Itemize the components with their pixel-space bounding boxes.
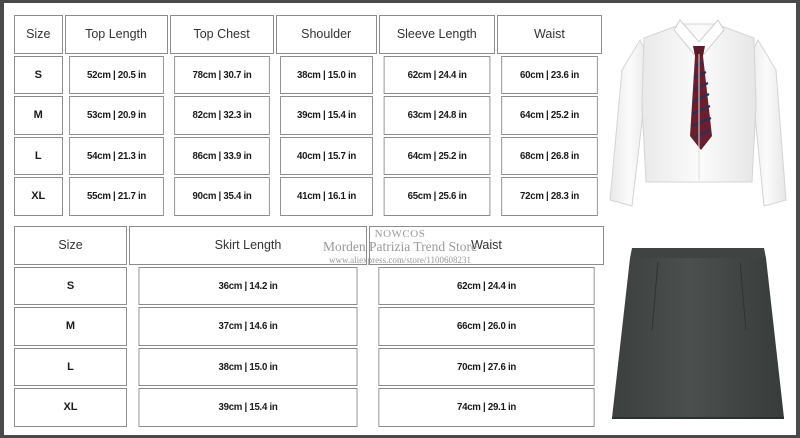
table-header-row (14, 226, 604, 265)
cell-sleeve-length: 62cm | 24.4 in (383, 56, 490, 95)
cell-sleeve-length: 65cm | 25.6 in (383, 177, 490, 216)
shirt-with-tie-image (604, 10, 794, 216)
header-skirt-length: Skirt Length (129, 226, 367, 265)
header-top-chest: Top Chest (170, 15, 274, 54)
table-row (14, 137, 602, 176)
cell-top-length: 52cm | 20.5 in (69, 56, 164, 95)
table-row (14, 348, 604, 387)
cell-shoulder: 38cm | 15.0 in (280, 56, 373, 95)
cell-top-length: 55cm | 21.7 in (69, 177, 164, 216)
size-label: S (14, 56, 63, 95)
header-top-length: Top Length (65, 15, 168, 54)
cell-top-chest: 90cm | 35.4 in (174, 177, 270, 216)
watermark-brand: NOWCOS (374, 228, 426, 240)
bottom-size-table (12, 224, 606, 429)
cell-top-chest: 82cm | 32.3 in (174, 96, 270, 135)
header-sleeve-length: Sleeve Length (379, 15, 495, 54)
cell-waist: 68cm | 26.8 in (501, 137, 598, 176)
cell-top-length: 53cm | 20.9 in (69, 96, 164, 135)
table-row (14, 388, 604, 427)
table-row (14, 96, 602, 135)
cell-waist: 70cm | 27.6 in (378, 348, 594, 387)
size-label: L (14, 348, 127, 387)
cell-waist: 66cm | 26.0 in (378, 307, 594, 346)
header-size: Size (14, 15, 63, 54)
cell-shoulder: 40cm | 15.7 in (280, 137, 373, 176)
table-row (14, 307, 604, 346)
size-label: S (14, 267, 127, 306)
size-label: XL (14, 388, 127, 427)
skirt-image (608, 240, 794, 426)
cell-sleeve-length: 63cm | 24.8 in (383, 96, 490, 135)
size-label: M (14, 307, 127, 346)
cell-waist: 64cm | 25.2 in (501, 96, 598, 135)
table-row (14, 267, 604, 306)
table-row (14, 177, 602, 216)
cell-skirt-length: 36cm | 14.2 in (139, 267, 358, 306)
cell-top-chest: 78cm | 30.7 in (174, 56, 270, 95)
size-label: XL (14, 177, 63, 216)
cell-sleeve-length: 64cm | 25.2 in (383, 137, 490, 176)
cell-top-length: 54cm | 21.3 in (69, 137, 164, 176)
watermark-store: Morden Patrizia Trend Store (322, 239, 478, 254)
watermark-url: www.aliexpress.com/store/1100608231 (328, 255, 472, 265)
cell-shoulder: 39cm | 15.4 in (280, 96, 373, 135)
table-header-row (14, 15, 602, 54)
header-size: Size (14, 226, 127, 265)
cell-waist: 72cm | 28.3 in (501, 177, 598, 216)
table-row (14, 56, 602, 95)
cell-skirt-length: 37cm | 14.6 in (139, 307, 358, 346)
cell-shoulder: 41cm | 16.1 in (280, 177, 373, 216)
header-waist: Waist (497, 15, 602, 54)
header-shoulder: Shoulder (276, 15, 377, 54)
cell-skirt-length: 38cm | 15.0 in (139, 348, 358, 387)
cell-top-chest: 86cm | 33.9 in (174, 137, 270, 176)
header-waist: Waist (369, 226, 604, 265)
cell-waist: 60cm | 23.6 in (501, 56, 598, 95)
cell-waist: 74cm | 29.1 in (378, 388, 594, 427)
size-label: M (14, 96, 63, 135)
cell-waist: 62cm | 24.4 in (378, 267, 594, 306)
cell-skirt-length: 39cm | 15.4 in (139, 388, 358, 427)
size-label: L (14, 137, 63, 176)
top-size-table (12, 13, 604, 218)
